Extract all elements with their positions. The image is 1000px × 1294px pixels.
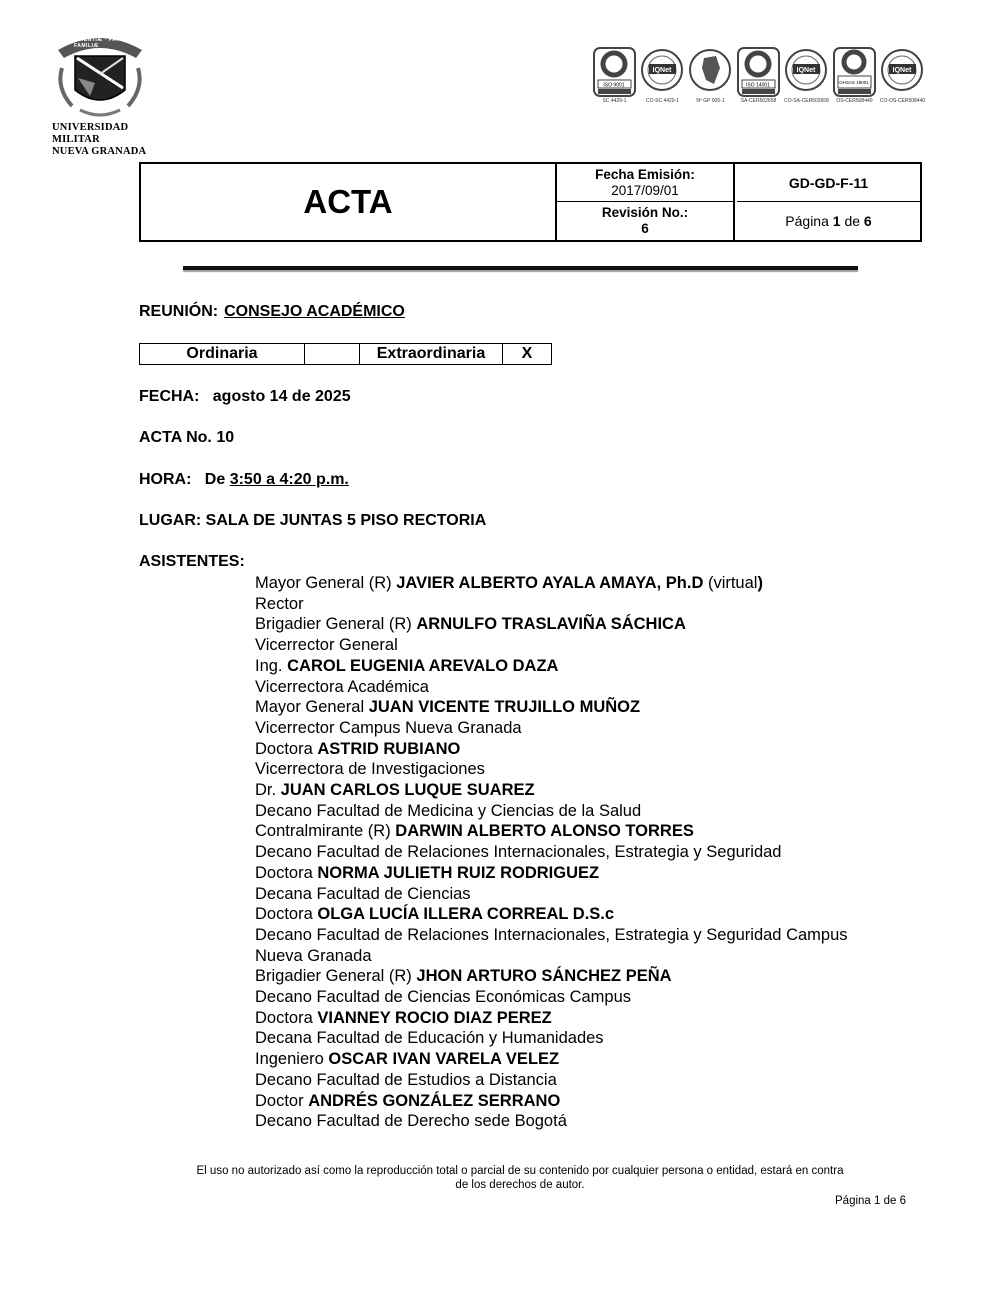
cert-code-5: CO-SA-CER502658: [784, 98, 829, 104]
ordinaria-mark: [305, 344, 360, 365]
attendee-title: Doctora: [255, 739, 318, 758]
page-indicator: [737, 202, 920, 240]
cert-iqnet-3: [880, 46, 925, 116]
attendee-title: Contralmirante (R): [255, 822, 396, 841]
cert-code-4: SA-CER502658: [740, 98, 777, 104]
attendee-name-line: [255, 573, 945, 594]
attendee-name-line: [255, 780, 945, 801]
fecha-emision-value: 2017/09/01: [611, 183, 679, 198]
document-code: GD-GD-F-11: [737, 164, 920, 202]
footer-page-number: Página 1 de 6: [835, 1195, 906, 1207]
attendee-name-line: [255, 966, 945, 987]
attendee-name-line: [255, 1008, 945, 1029]
university-name-line2: NUEVA GRANADA: [52, 146, 147, 157]
attendee-role: Rector: [255, 594, 304, 613]
hora-prefix: De: [204, 471, 226, 488]
attendee-name: OSCAR IVAN VARELA VELEZ: [328, 1050, 560, 1069]
reunion-label: REUNIÓN:: [139, 303, 219, 320]
page-of: de: [844, 213, 861, 229]
attendee-title: Brigadier General (R): [255, 615, 417, 634]
attendee-name: CAROL EUGENIA AREVALO DAZA: [287, 656, 559, 675]
attendee-name: JAVIER ALBERTO AYALA AMAYA, Ph.D: [396, 574, 704, 592]
revision-label: Revisión No.:: [601, 205, 689, 220]
attendee-role: Decano Facultad de Medicina y Ciencias de la Salud: [255, 801, 642, 820]
attendee-name-line: [255, 697, 945, 718]
fecha-emision-label: Fecha Emisión:: [595, 167, 695, 182]
attendee-title: Doctora: [255, 905, 318, 924]
colombia-map-certificate-icon: [688, 46, 733, 98]
attendee-role: Vicerrectora Académica: [255, 677, 429, 696]
attendee-title: Doctora: [255, 863, 318, 882]
attendee-name: JUAN CARLOS LUQUE SUAREZ: [280, 781, 535, 800]
footer-line2: de los derechos de autor.: [455, 1179, 585, 1191]
header-divider: [183, 266, 858, 270]
icontec-certificate-icon: [592, 46, 637, 98]
cert-iqnet-2: [784, 46, 829, 116]
attendee-list: [255, 573, 945, 1132]
asistentes-label: ASISTENTES:: [139, 553, 245, 570]
extraordinaria-mark: X: [503, 344, 552, 365]
attendee-name-line: [255, 821, 945, 842]
cert-label-7: IQNet: [892, 67, 912, 74]
attendee-name: OLGA LUCÍA ILLERA CORREAL D.S.c: [317, 905, 615, 924]
cert-code-6: OS-CER508440: [836, 98, 873, 104]
cert-icontec-ohsas: [832, 46, 877, 116]
iqnet-certificate-icon: [880, 46, 925, 98]
cert-code-2: CO-SC 4429-1: [645, 98, 680, 104]
cert-gp: [688, 46, 733, 116]
attendee-name: DARWIN ALBERTO ALONSO TORRES: [395, 822, 694, 841]
attendee-role: Decano Facultad de Ciencias Económicas Campus: [255, 988, 632, 1007]
attendee-title: Ing.: [255, 656, 288, 675]
page-total: 6: [863, 213, 872, 229]
copyright-footer: [140, 1164, 900, 1192]
attendee-title: Brigadier General (R): [255, 967, 417, 986]
cert-icontec-14001: [736, 46, 781, 116]
cert-code-7: CO-OS-CER508440: [879, 98, 926, 104]
document-title: ACTA: [141, 164, 557, 240]
revision-cell: [557, 202, 735, 240]
icontec-certificate-icon: [736, 46, 781, 98]
attendee-title: Mayor General: [255, 698, 369, 717]
iqnet-certificate-icon: [640, 46, 685, 98]
attendee-name-line: [255, 614, 945, 635]
attendee-note: (virtual: [703, 574, 758, 592]
attendee-role: Decano Facultad de Estudios a Distancia: [255, 1070, 557, 1089]
attendee-title: Ingeniero: [255, 1050, 329, 1069]
attendee-title: Mayor General (R): [255, 574, 397, 592]
document-header-table: [139, 162, 922, 242]
reunion-value: CONSEJO ACADÉMICO: [224, 303, 405, 320]
attendee-name-line: [255, 1049, 945, 1070]
footer-line1: El uso no autorizado así como la reproducción total o parcial de su contenido por cualquier persona o entidad, estará en contra: [196, 1165, 844, 1177]
attendee-role: Vicerrector Campus Nueva Granada: [255, 718, 522, 737]
cert-label-1: ISO 9001: [603, 82, 625, 89]
attendee-name: ARNULFO TRASLAVIÑA SÁCHICA: [416, 615, 686, 634]
attendee-name-line: [255, 1091, 945, 1112]
cert-iqnet-1: [640, 46, 685, 116]
hora-value: 3:50 a 4:20 p.m.: [229, 471, 349, 488]
attendee-name: JUAN VICENTE TRUJILLO MUÑOZ: [368, 698, 641, 717]
attendee-name-line: [255, 863, 945, 884]
university-name-line1: UNIVERSIDAD MILITAR: [52, 122, 129, 145]
attendee-title: Doctora: [255, 1008, 318, 1027]
attendee-name-line: [255, 739, 945, 760]
hora-label: HORA:: [139, 471, 192, 488]
fecha-label: FECHA:: [139, 388, 200, 405]
university-name: [52, 122, 152, 158]
reunion-line: [139, 303, 405, 321]
fecha-emision-cell: [557, 164, 735, 202]
page-number: 1: [832, 213, 841, 229]
attendee-name: JHON ARTURO SÁNCHEZ PEÑA: [416, 967, 672, 986]
certification-logos: [592, 46, 926, 116]
extraordinaria-label: Extraordinaria: [360, 344, 503, 365]
cert-label-6: OHSAS 18001: [839, 80, 869, 85]
cert-icontec-9001: [592, 46, 637, 116]
attendee-note-end: ): [757, 574, 763, 592]
attendee-role: Vicerrector General: [255, 636, 398, 655]
acta-number: ACTA No. 10: [139, 429, 235, 446]
attendee-name: ANDRÉS GONZÁLEZ SERRANO: [308, 1091, 561, 1110]
attendee-title: Dr.: [255, 781, 281, 800]
hora-line: [139, 471, 349, 489]
attendee-name-line: [255, 656, 945, 677]
attendee-role: Decano Facultad de Derecho sede Bogotá: [255, 1112, 567, 1131]
revision-value: 6: [641, 221, 649, 236]
fecha-line: [139, 388, 351, 406]
cert-label-2: IQNet: [652, 67, 672, 74]
attendee-name: VIANNEY ROCIO DIAZ PEREZ: [317, 1008, 552, 1027]
cert-label-4: ISO 14001: [746, 82, 770, 89]
attendee-role: Decana Facultad de Educación y Humanidades: [255, 1029, 604, 1048]
attendee-role: Decana Facultad de Ciencias: [255, 884, 471, 903]
attendee-role: Vicerrectora de Investigaciones: [255, 760, 485, 779]
attendee-role: Decano Facultad de Relaciones Internacionales, Estrategia y Seguridad Campus: [255, 925, 848, 944]
cert-label-5: IQNet: [796, 67, 816, 74]
meeting-type-table: [139, 343, 552, 365]
cert-code-1: SC 4429-1: [602, 98, 627, 104]
attendee-name-line: [255, 904, 945, 925]
lugar-line: LUGAR: SALA DE JUNTAS 5 PISO RECTORIA: [139, 512, 487, 529]
cert-code-3: Nº GP 005-1: [696, 98, 725, 104]
attendee-name: NORMA JULIETH RUIZ RODRIGUEZ: [317, 863, 600, 882]
iqnet-certificate-icon: [784, 46, 829, 98]
attendee-title: Doctor: [255, 1091, 309, 1110]
logo-motto: SCIENTIÆ · PATRIÆ · FAMILIÆ: [74, 37, 135, 49]
attendee-role: Decano Facultad de Relaciones Internacionales, Estrategia y Seguridad: [255, 843, 782, 862]
fecha-value: agosto 14 de 2025: [212, 388, 351, 405]
page-word: Página: [785, 213, 829, 229]
attendee-name: ASTRID RUBIANO: [317, 739, 461, 758]
icontec-certificate-icon: [832, 46, 877, 98]
ordinaria-label: Ordinaria: [140, 344, 305, 365]
attendee-role-continued: Nueva Granada: [255, 946, 372, 965]
